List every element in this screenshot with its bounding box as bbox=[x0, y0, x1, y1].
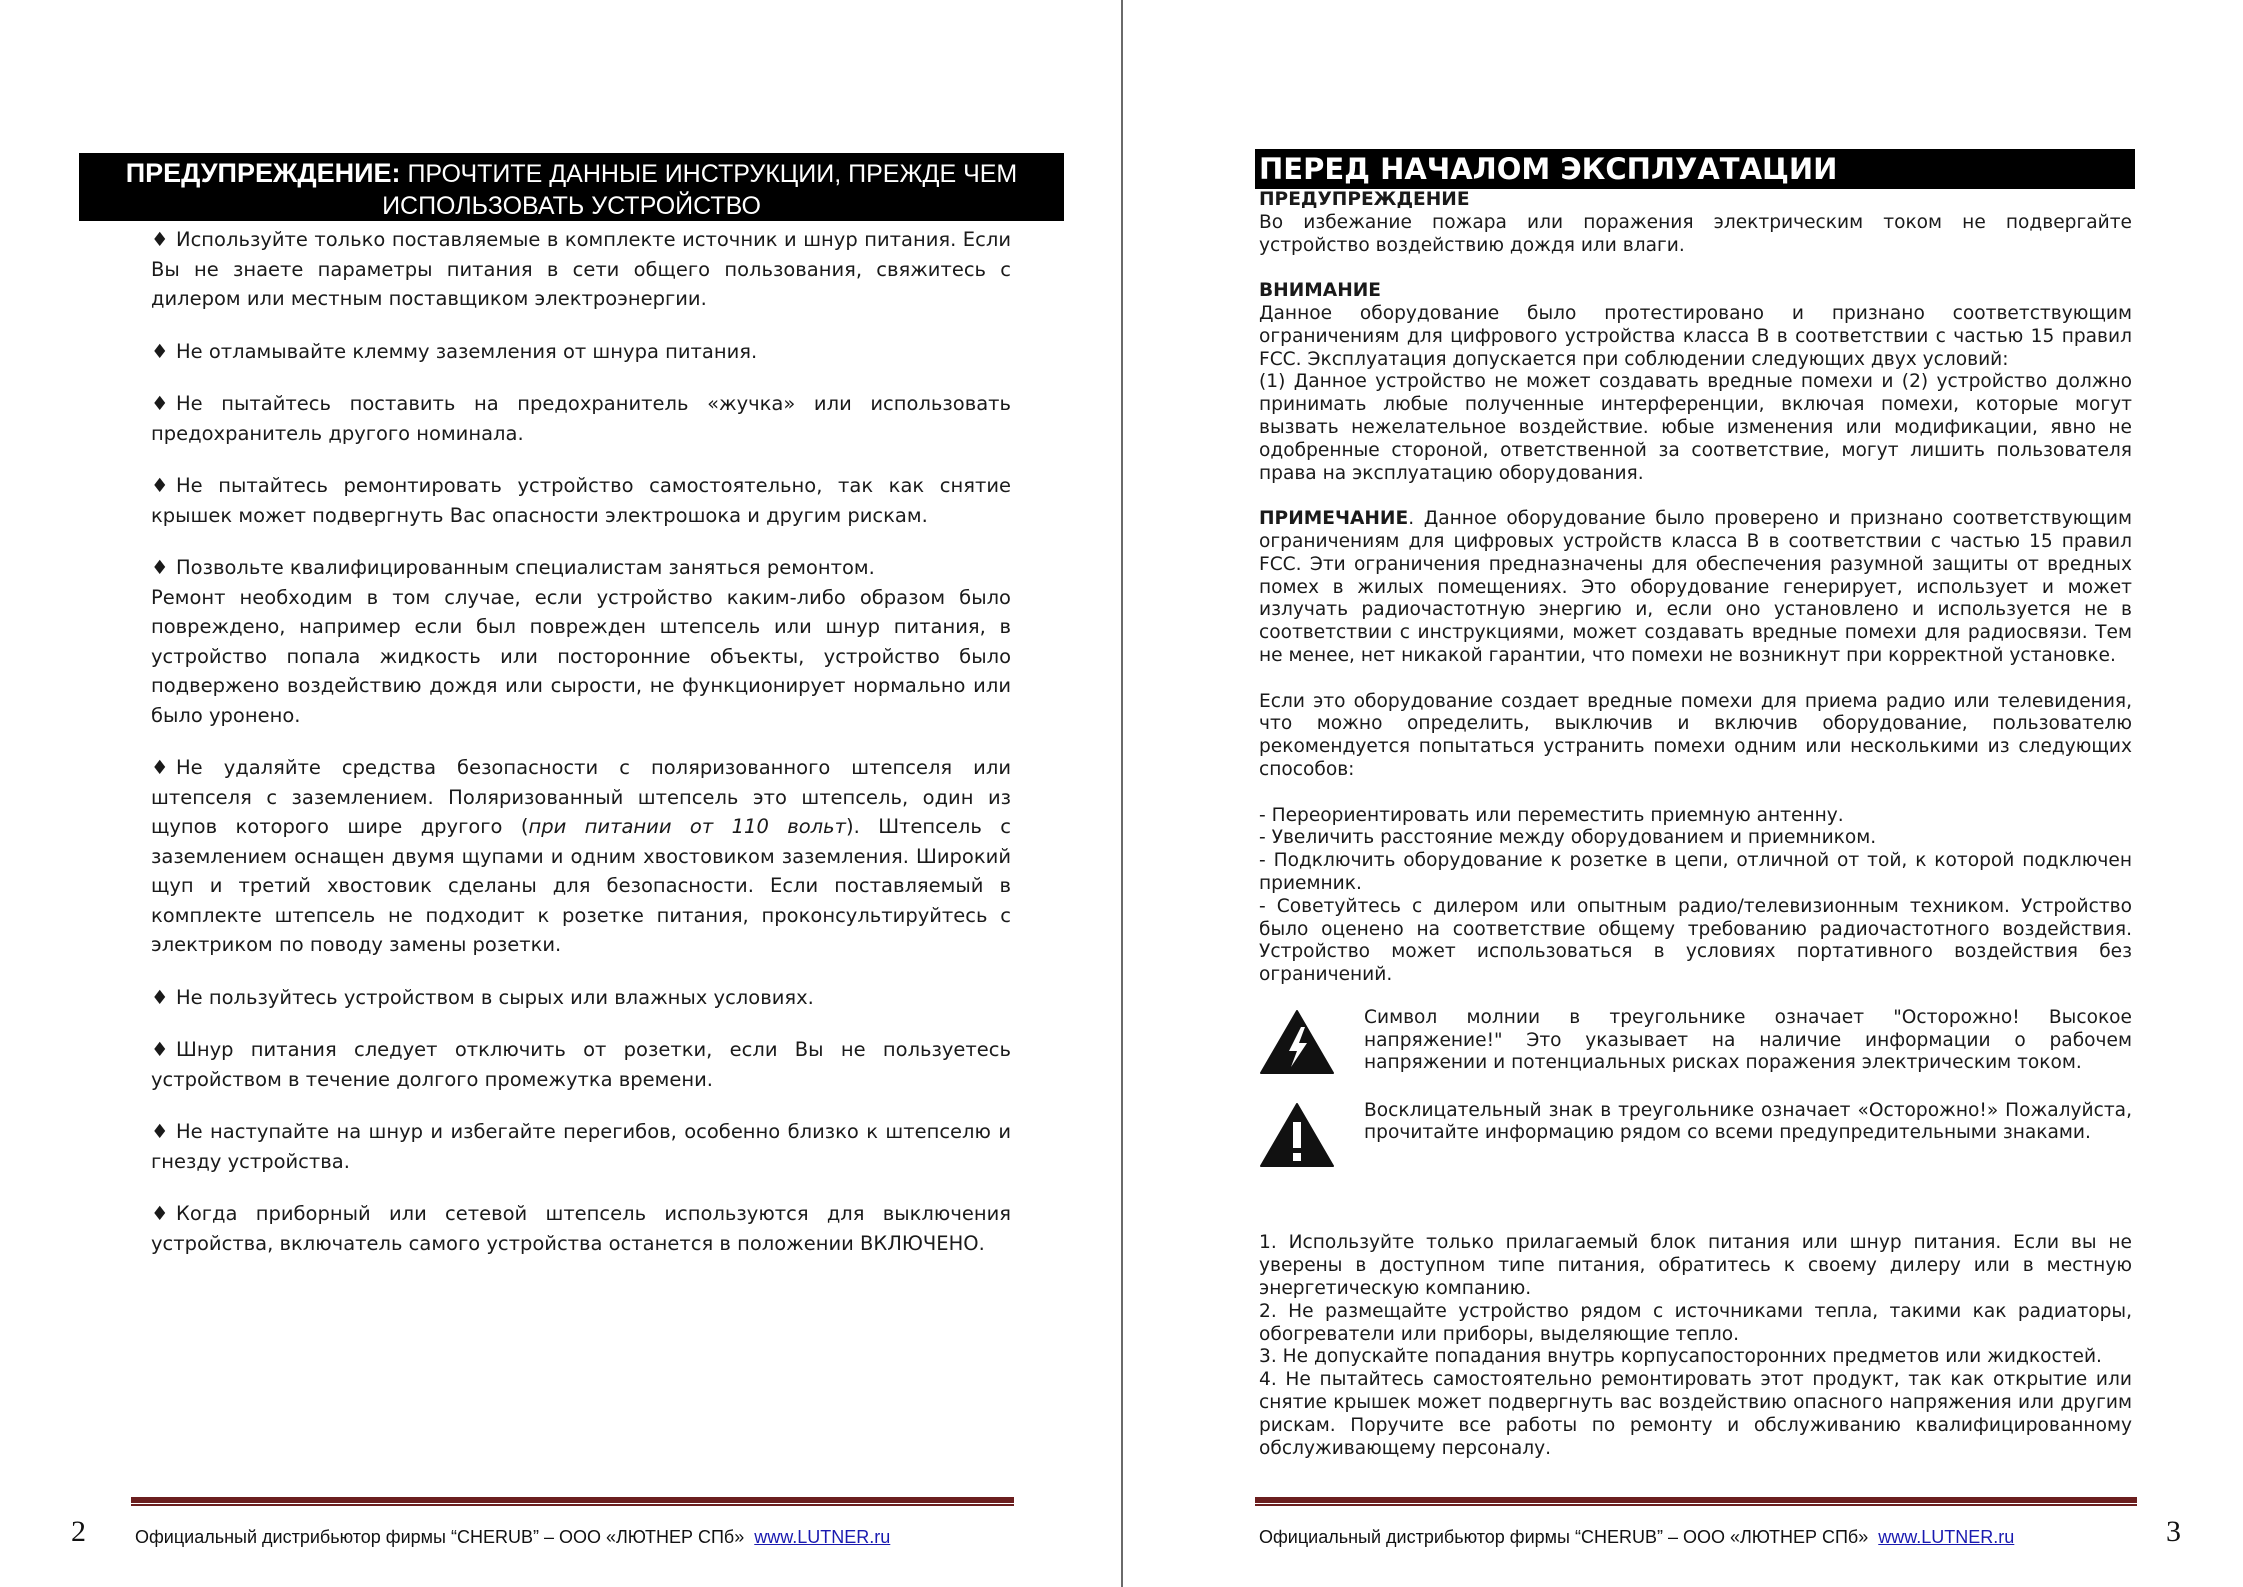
footer-text: Официальный дистрибьютор фирмы “CHERUB” – ООО «ЛЮТНЕР СПб» bbox=[1259, 1527, 1869, 1547]
warning-title: ПРЕДУПРЕЖДЕНИЕ bbox=[1259, 189, 1470, 210]
bullet-icon: ♦ bbox=[151, 228, 169, 251]
interference-text: Если это оборудование создает вредные помехи для приема радио или телевидения, что можно определить, выключив и включив оборудование, пользователю рекомендуется попытаться устранить помехи одним или несколькими из следующих способов: bbox=[1259, 690, 2132, 780]
list-item: ♦ Используйте только поставляемые в комплекте источник и шнур питания. Если Вы не знаете параметры питания в сети общего пользования, свяжитесь с дилером или местным поставщиком электроэнергии. bbox=[151, 225, 1011, 314]
bullet-icon: ♦ bbox=[151, 985, 169, 1009]
attention-title: ВНИМАНИЕ bbox=[1259, 280, 1382, 302]
list-item: - Подключить оборудование к розетке в цепи, отличной от той, к которой подключен приемник. bbox=[1259, 850, 2132, 894]
note-paragraph: ПРИМЕЧАНИЕ. Данное оборудование было проверено и признано соответствующим ограничениям для цифровых устройств класса B в соответствии с частью 15 правил FCC. Эти ограничения предназначены для обеспечения разумной защиты от вредных помех в жилых помещениях. Это оборудование генерирует, использует и может излучать радиочастотную энергию и, если оно установлено и используется не в соответствии с инструкциями, может создавать вредные помехи для радиосвязи. Тем не менее, нет никакой гарантии, что помехи не возникнут при корректной установке. bbox=[1259, 508, 2132, 666]
exclamation-symbol-row bbox=[1259, 1100, 2132, 1175]
list-item: 4. Не пытайтесь самостоятельно ремонтировать этот продукт, так как открытие или снятие крышек может подвергнуть вас воздействию опасного напряжения или другим рискам. Поручите все работы по ремонту и обслуживанию квалифицированному обслуживающему персоналу. bbox=[1259, 1369, 2132, 1459]
bullet-icon: ♦ bbox=[151, 474, 169, 497]
operation-notes bbox=[1259, 189, 2132, 1460]
list-item: ♦ Не пытайтесь ремонтировать устройство самостоятельно, так как снятие крышек может подвергнуть Вас опасности электрошока и другим рискам. bbox=[151, 471, 1011, 530]
warning-text: Во избежание пожара или поражения электрическим током не подвергайте устройство воздействию дождя или влаги. bbox=[1259, 211, 2132, 256]
section-header: ПЕРЕД НАЧАЛОМ ЭКСПЛУАТАЦИИ bbox=[1255, 149, 2135, 189]
list-item: - Советуйтесь с дилером или опытным радио/телевизионным техником. Устройство было оценено на соответствие общему требованию радиочастотного воздействия. Устройство может использоваться в условиях портативного воздействия без ограничений. bbox=[1259, 895, 2132, 986]
bullet-icon: ♦ bbox=[151, 556, 169, 579]
footer-rule bbox=[1255, 1497, 2137, 1506]
bullet-icon: ♦ bbox=[151, 392, 169, 415]
list-item: ♦ Не отламывайте клемму заземления от шнура питания. bbox=[151, 337, 1011, 367]
list-item: 1. Используйте только прилагаемый блок питания или шнур питания. Если вы не уверены в доступном типе питания, обратитесь к своему дилеру или в местную энергетическую компанию. bbox=[1259, 1232, 2132, 1300]
bullet-icon: ♦ bbox=[151, 1202, 169, 1225]
bullet-icon: ♦ bbox=[151, 339, 169, 363]
warning-header-bold: ПРЕДУПРЕЖДЕНИЕ: bbox=[125, 158, 401, 188]
footer bbox=[1259, 1526, 2014, 1548]
list-item: ♦ Шнур питания следует отключить от розетки, если Вы не пользуетесь устройством в течение долгого промежутка времени. bbox=[151, 1035, 1011, 1094]
list-item: ♦ Позвольте квалифицированным специалистам заняться ремонтом. Ремонт необходим в том случае, если устройство каким-либо образом было повреждено, например если был поврежден штепсель или шнур питания, в устройство попала жидкость или посторонние объекты, устройство было подвержено воздействию дождя или сырости, не функционирует нормально или было уронено. bbox=[151, 553, 1011, 730]
lightning-symbol-row bbox=[1259, 1007, 2132, 1082]
exclamation-warning-icon bbox=[1259, 1100, 1364, 1175]
lightning-symbol-text: Символ молнии в треугольнике означает "Осторожно! Высокое напряжение!" Это указывает на наличие информации о рабочем напряжении и потенциальных рисках поражения электрическим током. bbox=[1364, 1006, 2132, 1074]
footer-text: Официальный дистрибьютор фирмы “CHERUB” – ООО «ЛЮТНЕР СПб» bbox=[135, 1527, 745, 1547]
warning-header-line2: ИСПОЛЬЗОВАТЬ УСТРОЙСТВО bbox=[382, 192, 761, 220]
page-number: 2 bbox=[71, 1515, 86, 1548]
list-item: ♦ Не пытайтесь поставить на предохранитель «жучка» или использовать предохранитель другого номинала. bbox=[151, 389, 1011, 448]
footer-link[interactable]: www.LUTNER.ru bbox=[754, 1527, 891, 1547]
lightning-warning-icon bbox=[1259, 1007, 1364, 1082]
list-item: ♦ Не наступайте на шнур и избегайте перегибов, особенно близко к штепселю и гнезду устройства. bbox=[151, 1117, 1011, 1176]
bullet-icon: ♦ bbox=[151, 756, 169, 779]
list-item: ♦ Не удаляйте средства безопасности с поляризованного штепселя или штепселя с заземлением. Поляризованный штепсель это штепсель, один из щупов которого шире другого (при питании от 110 вольт). Штепсель с заземлением оснащен двумя щупами и одним хвостовиком заземления. Широкий щуп и третий хвостовик сделаны для безопасности. Если поставляемый в комплекте штепсель не подходит к розетке питания, проконсультируйтесь с электриком по поводу замены розетки. bbox=[151, 753, 1011, 960]
attention-text-2: (1) Данное устройство не может создавать вредные помехи и (2) устройство должно принимать любые полученные интерференции, включая помехи, которые могут вызвать нежелательное воздействие. юбые изменения или модификации, явно не одобренные стороной, ответственной за соответствие, могут лишить пользователя права на эксплуатацию оборудования. bbox=[1259, 371, 2132, 484]
list-item: 3. Не допускайте попадания внутрь корпусапосторонних предметов или жидкостей. bbox=[1259, 1346, 2102, 1368]
bullet-icon: ♦ bbox=[151, 1038, 169, 1061]
bullet-icon: ♦ bbox=[151, 1120, 169, 1143]
note-title: ПРИМЕЧАНИЕ bbox=[1259, 508, 1409, 530]
list-item: - Увеличить расстояние между оборудованием и приемником. bbox=[1259, 827, 1877, 849]
warning-header-line1: ПРОЧТИТЕ ДАННЫЕ ИНСТРУКЦИИ, ПРЕЖДЕ ЧЕМ bbox=[400, 160, 1018, 188]
list-item: ♦ Когда приборный или сетевой штепсель используются для выключения устройства, включатель самого устройства останется в положении ВКЛЮЧЕНО. bbox=[151, 1199, 1011, 1258]
list-item: 2. Не размещайте устройство рядом с источниками тепла, такими как радиаторы, обогреватели или приборы, выделяющие тепло. bbox=[1259, 1300, 2132, 1345]
list-item: - Переориентировать или переместить приемную антенну. bbox=[1259, 804, 1844, 826]
attention-text: Данное оборудование было протестировано и признано соответствующим ограничениям для цифрового устройства класса B в соответствии с частью 15 правил FCC. Эксплуатация допускается при соблюдении следующих двух условий: bbox=[1259, 302, 2132, 370]
page-number: 3 bbox=[2166, 1515, 2181, 1548]
exclamation-symbol-text: Восклицательный знак в треугольнике означает «Осторожно!» Пожалуйста, прочитайте информацию рядом со всеми предупредительными знаками. bbox=[1364, 1099, 2132, 1144]
list-item: ♦ Не пользуйтесь устройством в сырых или влажных условиях. bbox=[151, 983, 1011, 1013]
footer-link[interactable]: www.LUTNER.ru bbox=[1878, 1527, 2015, 1547]
